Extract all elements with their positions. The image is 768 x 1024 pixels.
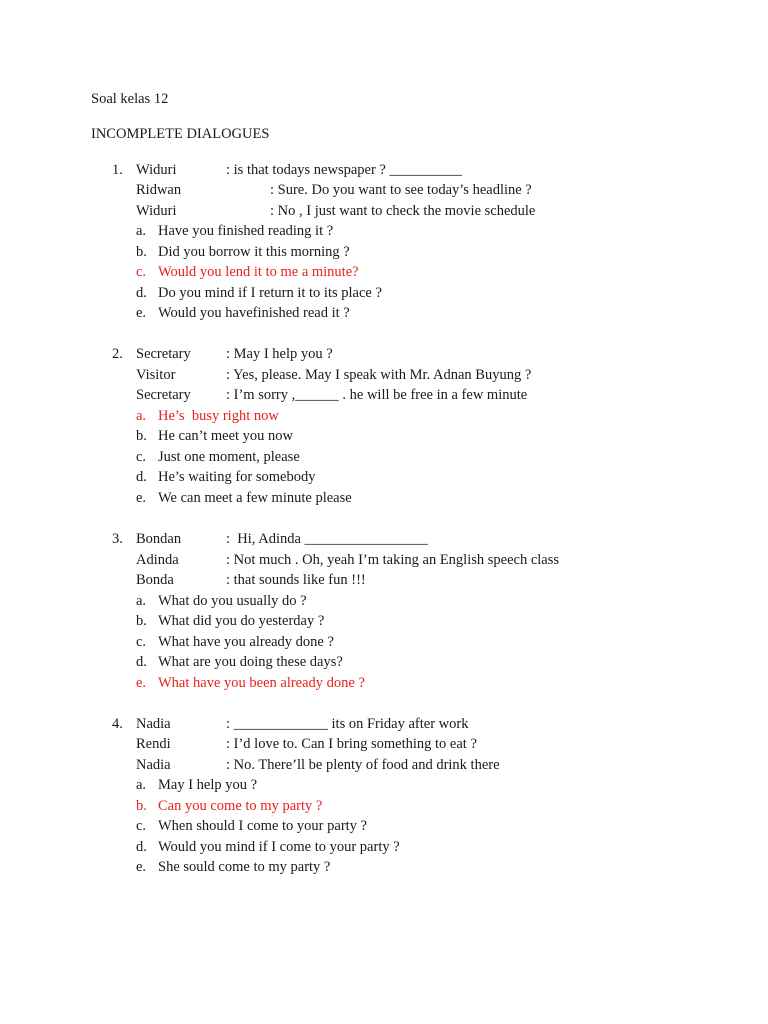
dialogue-speaker: Ridwan: [136, 182, 182, 198]
dialogue-text: : Not much . Oh, yeah I’m taking an English speech class: [226, 552, 560, 568]
dialogue-text: : Sure. Do you want to see today’s headline ?: [270, 182, 532, 198]
dialogue-text: : No. There’ll be plenty of food and drink there: [226, 757, 500, 773]
dialogue-text: : I’d love to. Can I bring something to eat ?: [226, 736, 477, 752]
dialogue-speaker: Secretary: [136, 387, 191, 403]
question-number: 3.: [112, 531, 123, 547]
dialogue-speaker: Bondan: [136, 531, 182, 547]
dialogue-text: : is that todays newspaper ? __________: [226, 162, 462, 178]
option-text: Would you havefinished read it ?: [158, 305, 350, 321]
option-text: Just one moment, please: [158, 449, 300, 465]
option-letter: e.: [136, 675, 147, 691]
option-letter: a.: [136, 777, 147, 793]
option-letter: d.: [136, 839, 147, 855]
dialogue-speaker: Nadia: [136, 757, 171, 773]
option-text: Would you mind if I come to your party ?: [158, 839, 400, 855]
option-letter: b.: [136, 428, 147, 444]
dialogue-speaker: Widuri: [136, 203, 177, 219]
option-text: He can’t meet you now: [158, 428, 294, 444]
option-letter: b.: [136, 798, 147, 814]
option-text: She sould come to my party ?: [158, 859, 331, 875]
option-text: May I help you ?: [158, 777, 258, 793]
dialogue-speaker: Visitor: [136, 367, 176, 383]
dialogue-text: : Hi, Adinda _________________: [226, 531, 428, 547]
option-text: Do you mind if I return it to its place ?: [158, 285, 382, 301]
option-text: Have you finished reading it ?: [158, 223, 334, 239]
option-letter: e.: [136, 305, 147, 321]
option-letter: c.: [136, 818, 147, 834]
option-text: He’s busy right now: [158, 408, 279, 424]
option-letter: d.: [136, 285, 147, 301]
option-letter: d.: [136, 469, 147, 485]
dialogue-text: : I’m sorry ,______ . he will be free in a few minute: [226, 387, 528, 403]
question-number: 2.: [112, 346, 123, 362]
dialogue-speaker: Secretary: [136, 346, 191, 362]
option-text: What are you doing these days?: [158, 654, 343, 670]
option-letter: c.: [136, 449, 147, 465]
option-letter: b.: [136, 613, 147, 629]
option-text: What have you been already done ?: [158, 675, 365, 691]
option-text: We can meet a few minute please: [158, 490, 352, 506]
dialogue-speaker: Adinda: [136, 552, 179, 568]
dialogue-text: : No , I just want to check the movie schedule: [270, 203, 536, 219]
option-text: Did you borrow it this morning ?: [158, 244, 350, 260]
dialogue-text: : Yes, please. May I speak with Mr. Adnan Buyung ?: [226, 367, 532, 383]
option-text: Would you lend it to me a minute?: [158, 264, 359, 280]
option-text: When should I come to your party ?: [158, 818, 367, 834]
option-text: What have you already done ?: [158, 634, 334, 650]
option-text: What did you do yesterday ?: [158, 613, 325, 629]
question-number: 4.: [112, 716, 123, 732]
option-letter: e.: [136, 490, 147, 506]
document-heading: Soal kelas 12: [91, 91, 169, 107]
dialogue-text: : May I help you ?: [226, 346, 333, 362]
question-number: 1.: [112, 162, 123, 178]
dialogue-speaker: Nadia: [136, 716, 171, 732]
option-letter: c.: [136, 634, 147, 650]
option-letter: a.: [136, 593, 147, 609]
dialogue-speaker: Widuri: [136, 162, 177, 178]
option-text: Can you come to my party ?: [158, 798, 323, 814]
option-letter: e.: [136, 859, 147, 875]
dialogue-speaker: Bonda: [136, 572, 174, 588]
option-text: He’s waiting for somebody: [158, 469, 316, 485]
dialogue-speaker: Rendi: [136, 736, 171, 752]
option-letter: b.: [136, 244, 147, 260]
option-letter: d.: [136, 654, 147, 670]
option-letter: a.: [136, 408, 147, 424]
dialogue-text: : that sounds like fun !!!: [226, 572, 366, 588]
dialogue-text: : _____________ its on Friday after work: [226, 716, 469, 732]
option-text: What do you usually do ?: [158, 593, 307, 609]
section-title: INCOMPLETE DIALOGUES: [91, 126, 270, 142]
option-letter: a.: [136, 223, 147, 239]
option-letter: c.: [136, 264, 147, 280]
